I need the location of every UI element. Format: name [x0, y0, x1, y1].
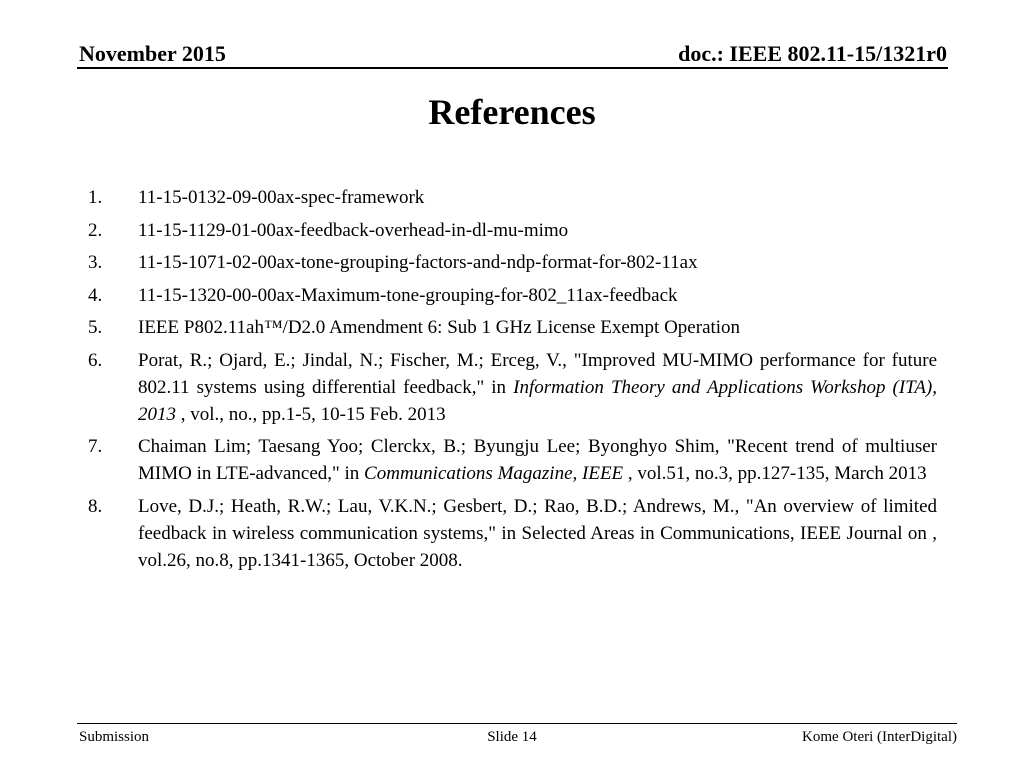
reference-item [88, 314, 937, 341]
reference-text [138, 433, 937, 487]
footer-slide-number: Slide 14 [487, 729, 537, 745]
reference-text-segment: Love, D.J.; Heath, R.W.; Lau, V.K.N.; Gesbert, D.; Rao, B.D.; Andrews, M., "An overview of limited feedback in wireless communication systems," in Selected Areas in Communications, IEEE Journal on , vol.26, no.8, pp.1341-1365, October 2008. [138, 495, 937, 571]
reference-number: 1. [88, 187, 103, 208]
reference-item [88, 217, 937, 244]
reference-text-segment: IEEE P802.11ah™/D2.0 Amendment 6: Sub 1 GHz License Exempt Operation [138, 317, 741, 338]
reference-text-segment: , vol., no., pp.1-5, 10-15 Feb. 2013 [176, 403, 446, 425]
reference-venue: Information Theory and Applications Workshop (ITA), 2013 [138, 376, 938, 425]
reference-text-segment: 11-15-1071-02-00ax-tone-grouping-factors-and-ndp-format-for-802-11ax [138, 252, 698, 273]
reference-number: 8. [88, 495, 103, 517]
reference-text-segment: 11-15-1129-01-00ax-feedback-overhead-in-dl-mu-mimo [138, 219, 569, 241]
reference-text [138, 493, 937, 574]
reference-text-segment: 11-15-1320-00-00ax-Maximum-tone-grouping-for-802_11ax-feedback [138, 284, 678, 306]
reference-text [138, 314, 937, 341]
reference-number: 5. [88, 317, 103, 338]
reference-number: 2. [88, 219, 103, 241]
header-date: November 2015 [79, 41, 226, 66]
reference-number: 7. [88, 436, 103, 457]
reference-text-segment: , vol.51, no.3, pp.127-135, March 2013 [623, 463, 927, 484]
reference-text-segment: Porat, R.; Ojard, E.; Jindal, N.; Fischer, M.; Erceg, V., "Improved MU-MIMO performance for future 802.11 systems using differential feedback," in [138, 349, 937, 398]
header-divider [77, 67, 948, 69]
reference-text [138, 282, 937, 309]
reference-number: 3. [88, 252, 103, 273]
reference-text [138, 217, 937, 244]
reference-item [88, 282, 937, 309]
footer-divider [77, 723, 957, 724]
slide-title: References [428, 92, 596, 132]
references-list [88, 184, 937, 579]
reference-number: 6. [88, 349, 103, 371]
reference-text [138, 184, 937, 211]
footer-submission: Submission [79, 729, 150, 745]
reference-text-segment: Chaiman Lim; Taesang Yoo; Clerckx, B.; Byungju Lee; Byonghyo Shim, "Recent trend of multiuser MIMO in LTE-advanced," in [138, 436, 937, 484]
reference-text [138, 249, 937, 276]
reference-item [88, 184, 937, 211]
reference-venue: Communications Magazine, IEEE [364, 463, 624, 484]
header-doc-id: doc.: IEEE 802.11-15/1321r0 [678, 41, 947, 66]
reference-text [138, 347, 937, 428]
reference-item [88, 249, 937, 276]
reference-item [88, 347, 937, 428]
reference-item [88, 493, 937, 574]
reference-number: 4. [88, 284, 103, 306]
reference-item [88, 433, 937, 487]
reference-text-segment: 11-15-0132-09-00ax-spec-framework [138, 187, 425, 208]
footer-author: Kome Oteri (InterDigital) [802, 729, 957, 745]
